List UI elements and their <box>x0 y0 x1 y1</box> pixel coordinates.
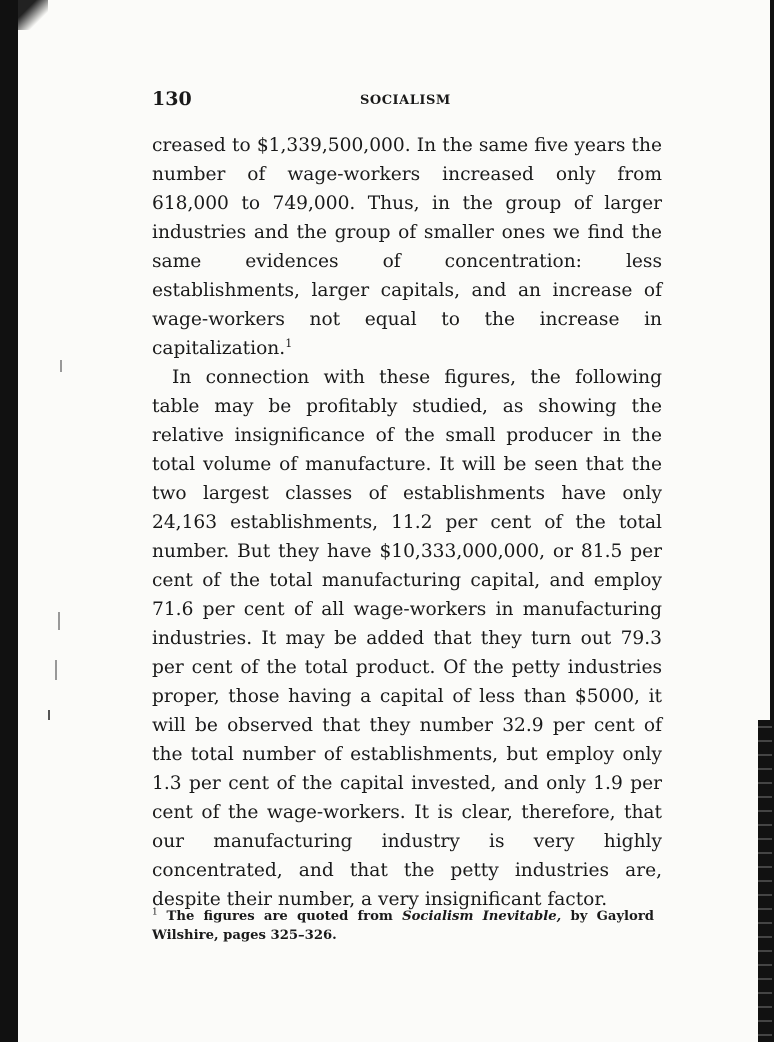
footnote-marker: 1 <box>285 336 293 350</box>
paragraph-1-text: creased to $1,339,500,000. In the same five years the number of wage-workers increased only from 618,000 to 749,000. Thus, in the group of larger industries and the group of smaller ones we find the same evidences of concentration: less establishments, larger capitals, and an increase of wage-workers not equal to the increase in capitalization. <box>152 135 662 359</box>
paragraph-1 <box>152 131 662 363</box>
scan-speck <box>48 710 50 720</box>
footnote <box>152 907 654 945</box>
body-text <box>152 131 662 914</box>
footnote-number: 1 <box>152 907 158 918</box>
page-header <box>152 88 662 116</box>
footnote-book-title: Socialism Inevitable, <box>402 909 562 924</box>
scan-corner-shadow <box>18 0 48 30</box>
scan-left-edge <box>0 0 18 1042</box>
page-number: 130 <box>152 88 192 110</box>
scan-speck <box>58 612 60 630</box>
running-head: SOCIALISM <box>360 93 451 108</box>
paragraph-2: In connection with these figures, the following table may be profitably studied, as showing the relative insignificance of the small producer in the total volume of manufacture. It will be seen that the two largest classes of establishments have only 24,163 establishments, 11.2 per cent of the total number. But they have $10,333,000,000, or 81.5 per cent of the total manufacturing capital, and employ 71.6 per cent of all wage-workers in manufacturing industries. It may be added that they turn out 79.3 per cent of the total product. Of the petty industries proper, those having a capital of less than $5000, it will be observed that they number 32.9 per cent of the total number of establishments, but employ only 1.3 per cent of the capital invested, and only 1.9 per cent of the wage-workers. It is clear, therefore, that our manufacturing industry is very highly concentrated, and that the petty industries are, despite their number, a very insignificant factor. <box>152 367 662 910</box>
scan-right-edge-shadow <box>758 720 772 1042</box>
footnote-text-after: by Gaylord Wilshire, pages 325–326. <box>152 909 655 943</box>
footnote-text-before: The figures are quoted from <box>166 909 403 924</box>
scan-speck <box>60 360 62 372</box>
scan-speck <box>55 660 57 680</box>
